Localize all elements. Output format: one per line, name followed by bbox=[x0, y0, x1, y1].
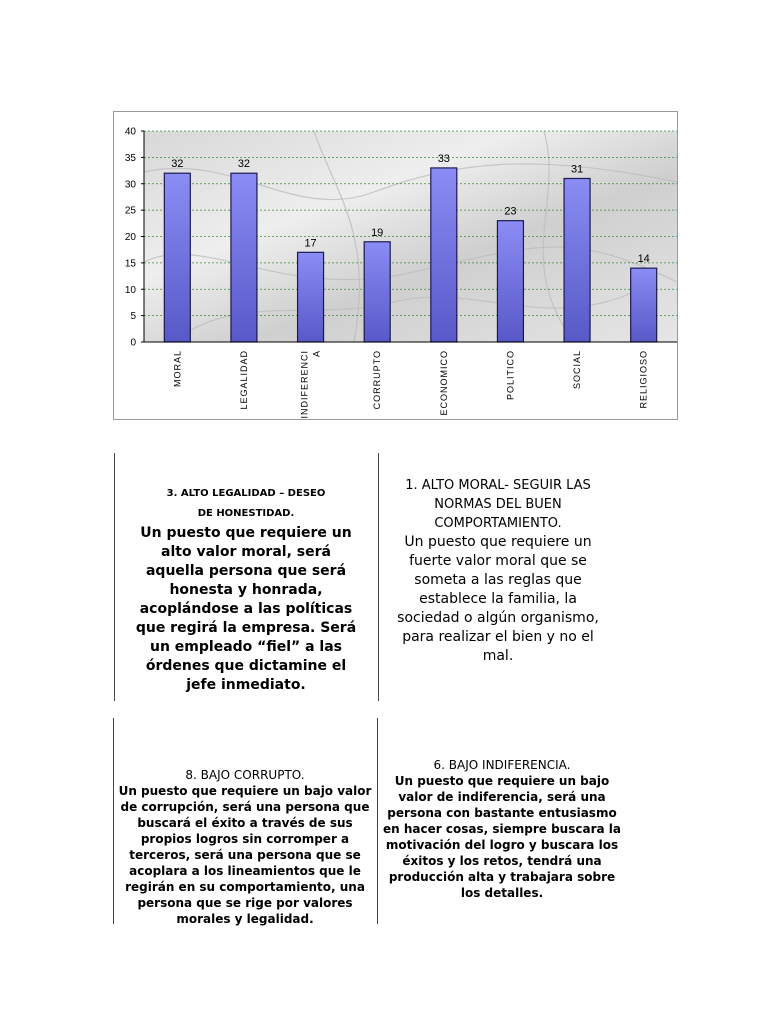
x-tick-label: INDIFERENCI bbox=[299, 350, 310, 419]
data-label: 14 bbox=[637, 253, 650, 266]
card-indiferencia bbox=[379, 757, 625, 901]
bar-moral bbox=[164, 173, 190, 342]
y-tick-label: 20 bbox=[124, 232, 136, 243]
card-heading: 6. BAJO INDIFERENCIA. bbox=[433, 758, 571, 772]
y-tick-label: 35 bbox=[124, 152, 136, 164]
bar-economico bbox=[431, 168, 457, 342]
card-divider-left-bottom bbox=[113, 718, 114, 924]
bar-indiferencia bbox=[298, 252, 324, 342]
chart-svg bbox=[114, 112, 679, 421]
card-body: Un puesto que requiere un alto valor moral, será aquella persona que será honesta y honrada, acoplándose a las políticas que regirá la empresa. Será un empleado “fiel” a las órdenes que dictamine el jefe inmediato. bbox=[135, 525, 357, 693]
card-heading: 1. ALTO MORAL- SEGUIR LAS NORMAS DEL BUEN COMPORTAMIENTO. bbox=[405, 478, 591, 531]
card-moral bbox=[380, 476, 616, 666]
x-tick-label: CORRUPTO bbox=[372, 350, 383, 410]
y-tick-label: 5 bbox=[130, 311, 136, 323]
data-label: 32 bbox=[237, 158, 251, 171]
data-label: 17 bbox=[304, 237, 317, 250]
data-label: 19 bbox=[371, 226, 384, 239]
bar-legalidad bbox=[231, 173, 257, 342]
card-heading: 8. BAJO CORRUPTO. bbox=[185, 768, 305, 782]
card-heading: 3. ALTO LEGALIDAD – DESEO DE HONESTIDAD. bbox=[166, 488, 326, 519]
y-tick-label: 10 bbox=[124, 284, 136, 296]
card-divider-left-top bbox=[114, 453, 115, 701]
y-tick-label: 0 bbox=[130, 337, 136, 349]
bar-social bbox=[564, 178, 590, 342]
data-label: 33 bbox=[437, 152, 450, 165]
card-legalidad bbox=[116, 484, 376, 695]
y-tick-label: 30 bbox=[124, 179, 136, 191]
data-label: 23 bbox=[504, 205, 517, 218]
bar-politico bbox=[497, 221, 523, 342]
card-divider-middle-top bbox=[378, 453, 379, 701]
y-tick-label: 15 bbox=[124, 258, 136, 270]
x-tick-label: A bbox=[311, 350, 322, 358]
y-tick-label: 25 bbox=[124, 205, 136, 217]
card-body: Un puesto que requiere un bajo valor de corrupción, será una persona que buscará el éxito a través de sus propios logros sin corromper a terceros, será una persona que se acoplara a los lineamientos que le regirán en su comportamiento, una persona que se rige por valores morales y legalidad. bbox=[118, 784, 372, 926]
card-divider-middle-bottom bbox=[377, 718, 378, 924]
x-tick-label: RELIGIOSO bbox=[638, 350, 649, 409]
bar-corrupto bbox=[364, 242, 390, 342]
x-tick-label: LEGALIDAD bbox=[238, 350, 249, 410]
card-corrupto bbox=[115, 767, 375, 927]
x-tick-label: POLITICO bbox=[505, 350, 516, 401]
bar-chart bbox=[113, 111, 678, 420]
x-tick-label: ECONOMICO bbox=[438, 350, 449, 416]
bar-religioso bbox=[631, 268, 657, 342]
data-label: 31 bbox=[570, 163, 584, 176]
card-body: Un puesto que requiere un bajo valor de indiferencia, será una persona con bastante entusiasmo en hacer cosas, siempre buscara la motivación del logro y buscara los éxitos y los retos, tendrá una producción alta y trabajara sobre los detalles. bbox=[383, 774, 621, 900]
x-tick-label: SOCIAL bbox=[572, 350, 583, 390]
x-tick-label: MORAL bbox=[172, 350, 183, 388]
y-tick-label: 40 bbox=[124, 126, 136, 138]
card-body: Un puesto que requiere un fuerte valor moral que se someta a las reglas que establece la familia, la sociedad o algún organismo, para realizar el bien y no el mal. bbox=[397, 534, 599, 664]
data-label: 32 bbox=[171, 158, 184, 171]
